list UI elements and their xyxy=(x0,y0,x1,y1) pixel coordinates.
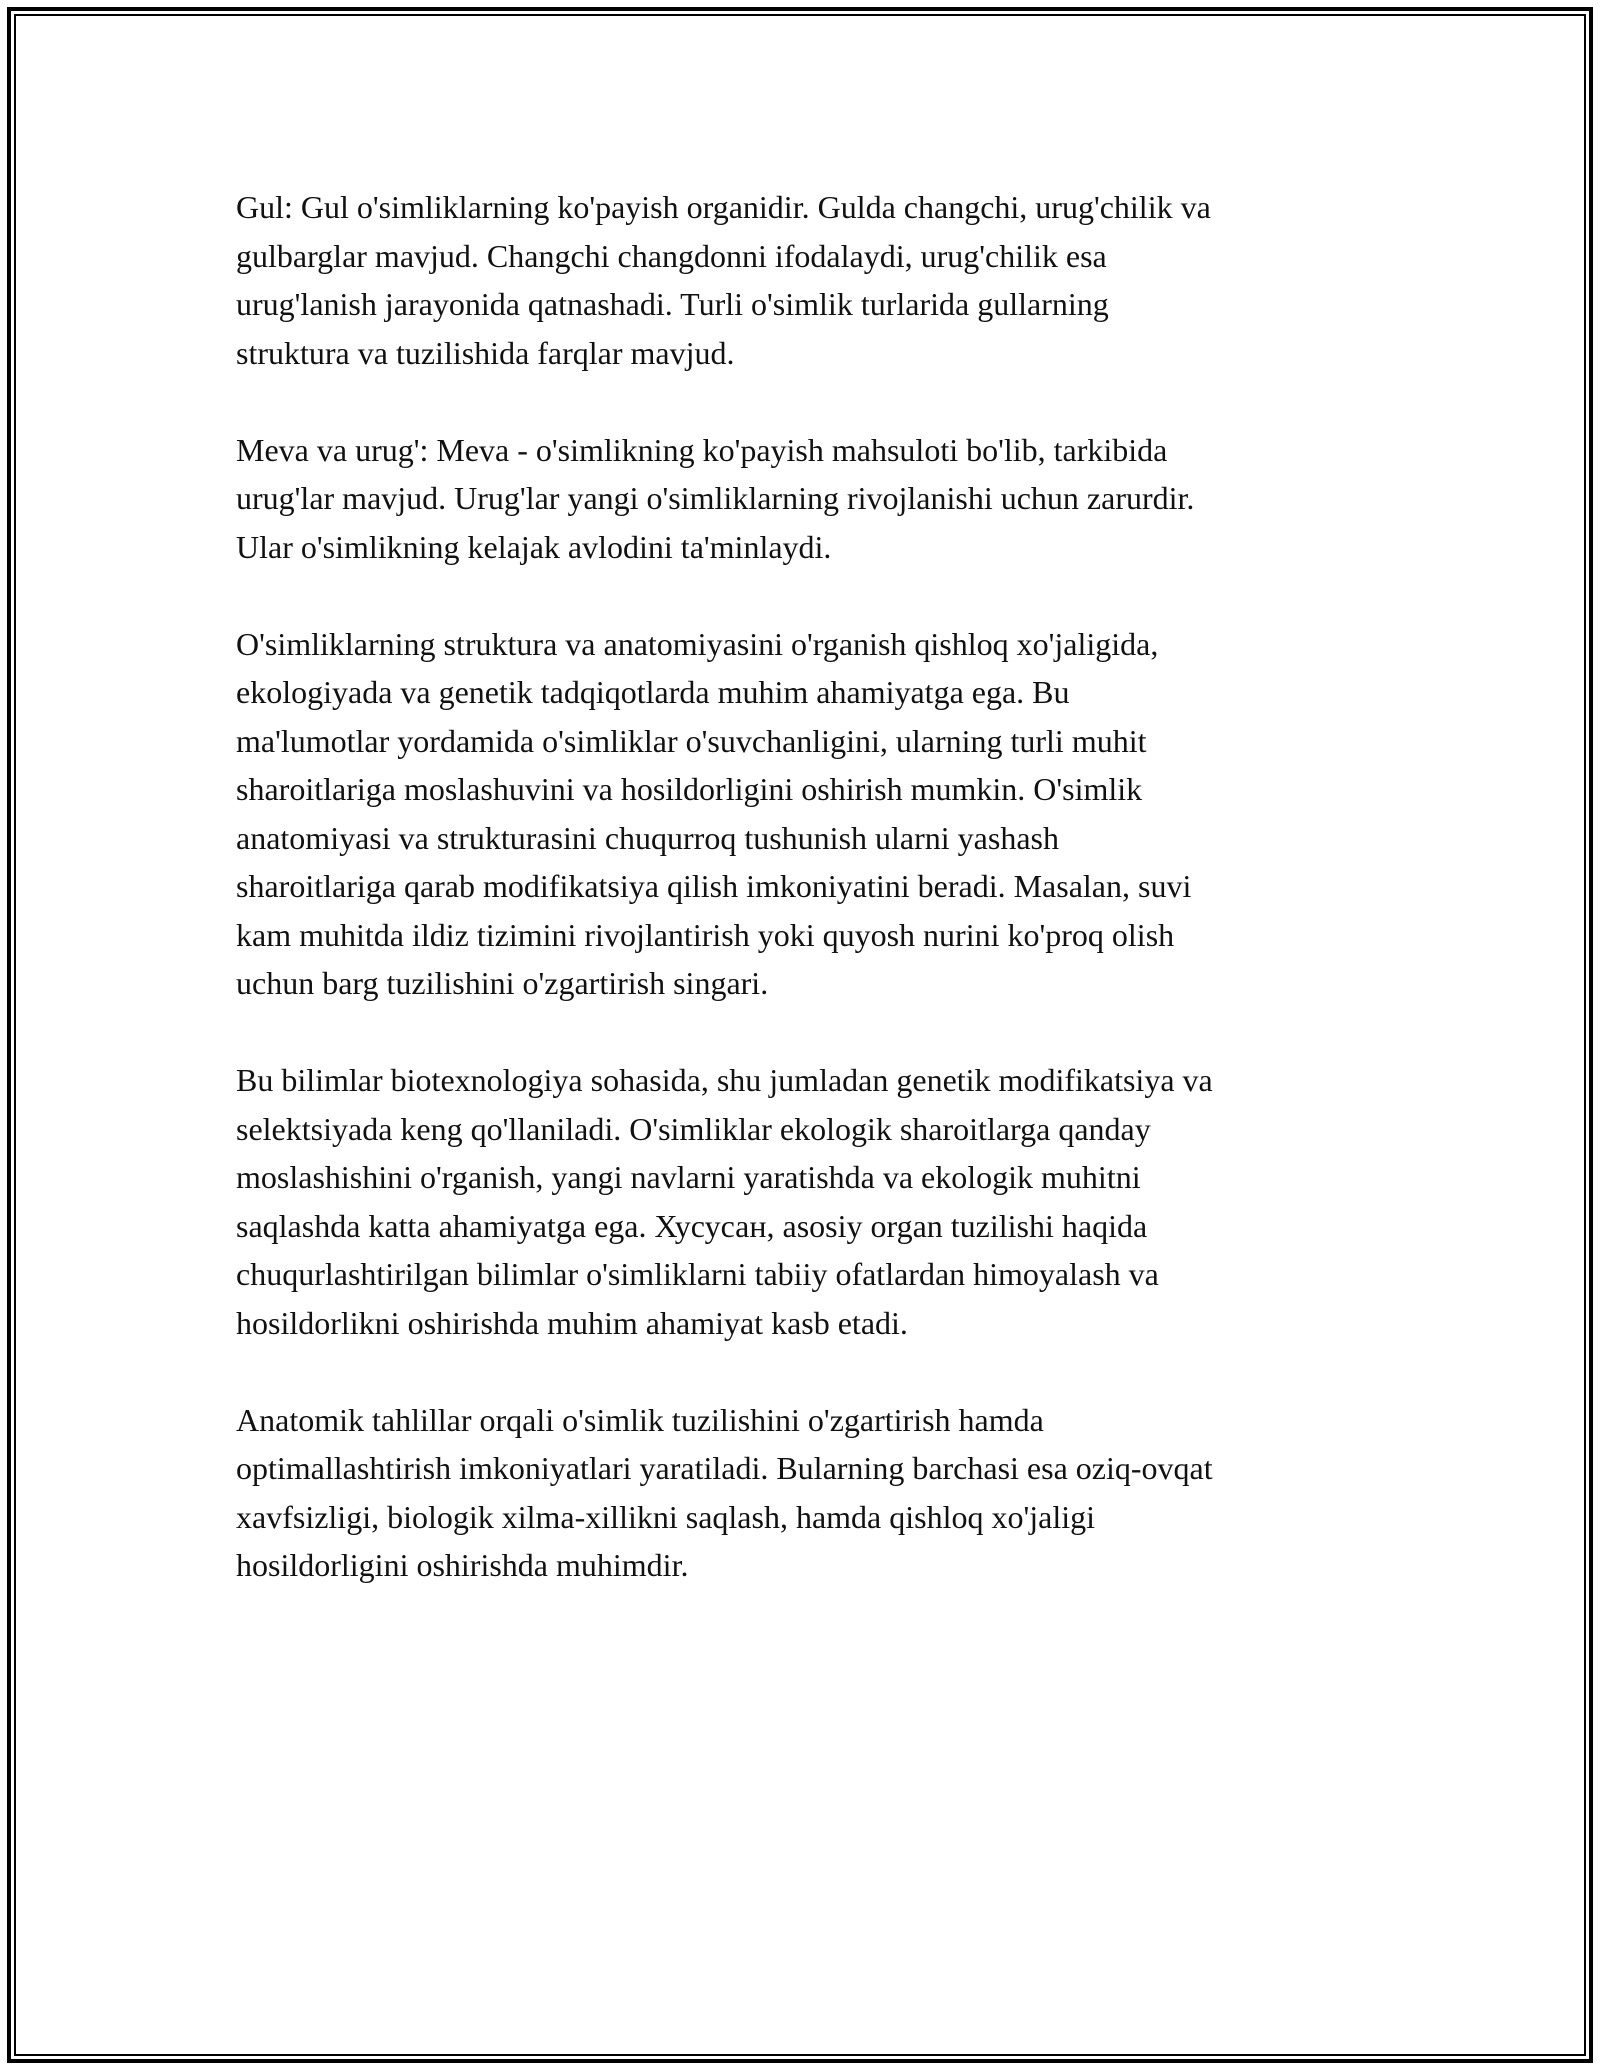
text-line: gulbarglar mavjud. Changchi changdonni ifodalaydi, urug'chilik esa xyxy=(236,237,1107,274)
paragraph-anatomical-analysis xyxy=(236,1396,1376,1590)
text-line: Gul: Gul o'simliklarning ko'payish organidir. Gulda changchi, urug'chilik va xyxy=(236,189,1211,225)
text-line: uchun barg tuzilishini o'zgartirish singari. xyxy=(236,965,769,1001)
text-line: urug'lanish jarayonida qatnashadi. Turli o'simlik turlarida gullarning xyxy=(236,286,1109,322)
text-line: hosildorligini oshirishda muhimdir. xyxy=(236,1547,689,1583)
text-line: selektsiyada keng qo'llaniladi. O'simliklar ekologik sharoitlarga qanday xyxy=(236,1110,1151,1147)
text-line: xavfsizligi, biologik xilma-xillikni saqlash, hamda qishloq xo'jaligi xyxy=(236,1498,1095,1535)
text-line: urug'lar mavjud. Urug'lar yangi o'simliklarning rivojlanishi uchun zarurdir. xyxy=(236,480,1195,516)
text-line: saqlashda katta ahamiyatga ega. Хусусан, asosiy organ tuzilishi haqida xyxy=(236,1207,1148,1244)
text-line: Ular o'simlikning kelajak avlodini ta'minlaydi. xyxy=(236,528,832,565)
text-line: chuqurlashtirilgan bilimlar o'simliklarni tabiiy ofatlardan himoyalash va xyxy=(236,1256,1159,1292)
text-line: sharoitlariga qarab modifikatsiya qilish imkoniyatini beradi. Masalan, suvi xyxy=(236,868,1192,904)
text-line: anatomiyasi va strukturasini chuqurroq tushunish ularni yashash xyxy=(236,819,1059,856)
text-line: moslashishini o'rganish, yangi navlarni yaratishda va ekologik muhitni xyxy=(236,1159,1141,1195)
text-line: ma'lumotlar yordamida o'simliklar o'suvchanligini, ularning turli muhit xyxy=(236,722,1147,759)
text-line: O'simliklarning struktura va anatomiyasini o'rganish qishloq xo'jaligida, xyxy=(236,625,1159,662)
paragraph-anatomy-study xyxy=(236,620,1376,1008)
text-line: Anatomik tahlillar orqali o'simlik tuzilishini o'zgartirish hamda xyxy=(236,1401,1044,1438)
text-line: ekologiyada va genetik tadqiqotlarda muhim ahamiyatga ega. Bu xyxy=(236,674,1070,710)
text-line: struktura va tuzilishida farqlar mavjud. xyxy=(236,334,735,371)
text-line: Bu bilimlar biotexnologiya sohasida, shu jumladan genetik modifikatsiya va xyxy=(236,1062,1213,1098)
text-line: kam muhitda ildiz tizimini rivojlantirish yoki quyosh nurini ko'proq olish xyxy=(236,916,1175,953)
paragraph-biotechnology xyxy=(236,1056,1376,1347)
text-line: sharoitlariga moslashuvini va hosildorligini oshirish mumkin. O'simlik xyxy=(236,771,1143,807)
paragraph-flower xyxy=(236,183,1376,377)
text-line: Meva va urug': Meva - o'simlikning ko'payish mahsuloti bo'lib, tarkibida xyxy=(236,431,1168,468)
text-line: optimallashtirish imkoniyatlari yaratiladi. Bularning barchasi esa oziq-ovqat xyxy=(236,1450,1213,1486)
document-body xyxy=(236,183,1376,1638)
paragraph-fruit-seed xyxy=(236,426,1376,572)
text-line: hosildorlikni oshirishda muhim ahamiyat kasb etadi. xyxy=(236,1304,908,1341)
